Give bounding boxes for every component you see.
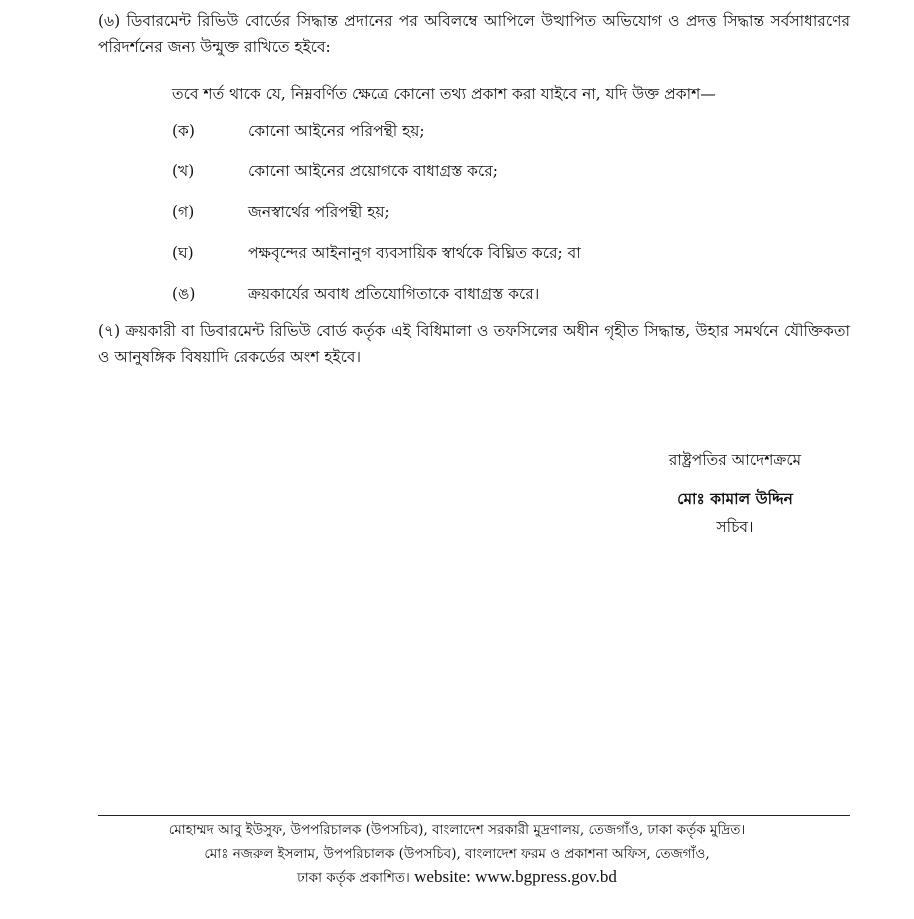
clause-text: জনস্বার্থের পরিপন্থী হয়; [248, 203, 390, 221]
signatory-title: সচিব। [716, 518, 754, 536]
paragraph-6: (৬) ডিবারমেন্ট রিভিউ বোর্ডের সিদ্ধান্ত প্রদানের পর অবিলম্বে আপিলে উত্থাপিত অভিযোগ ও প্রদত্ত সিদ্ধান্ত সর্বসাধারণের পরিদর্শনের জন্য উন্মুক্ত রাখিতে হইবে: [98, 12, 850, 56]
website-label: website: [414, 867, 471, 886]
clause-text: কোনো আইনের প্রয়োগকে বাধাগ্রস্ত করে; [248, 162, 498, 180]
clause-marker: (ক) [172, 122, 195, 140]
footer-divider [98, 815, 850, 816]
clause-item [172, 118, 852, 144]
clause-item [172, 158, 852, 184]
clause-marker: (খ) [172, 162, 195, 180]
footer-publisher-line: মোঃ নজরুল ইসলাম, উপপরিচালক (উপসচিব), বাংলাদেশ ফরম ও প্রকাশনা অফিস, তেজগাঁও, [204, 846, 710, 862]
footer-publication-line [60, 866, 854, 889]
clause-marker: (গ) [172, 203, 195, 221]
order-line: রাষ্ট্রপতির আদেশক্রমে [668, 451, 802, 469]
clause-item [172, 240, 852, 266]
proviso-text: তবে শর্ত থাকে যে, নিম্নবর্ণিত ক্ষেত্রে কোনো তথ্য প্রকাশ করা যাইবে না, যদি উক্ত প্রকাশ— [172, 85, 716, 103]
clause-text: কোনো আইনের পরিপন্থী হয়; [248, 122, 425, 140]
clause-text: ক্রয়কার্যের অবাধ প্রতিযোগিতাকে বাধাগ্রস্ত করে। [248, 285, 540, 303]
clause-item [172, 281, 852, 307]
paragraph-7: (৭) ক্রয়কারী বা ডিবারমেন্ট রিভিউ বোর্ড কর্তৃক এই বিধিমালা ও তফসিলের অধীন গৃহীত সিদ্ধান্ত, উহার সমর্থনে যৌক্তিকতা ও আনুষঙ্গিক বিষয়াদি রেকর্ডের অংশ হইবে। [98, 322, 850, 366]
footer-printer-line: মোহাম্মদ আবু ইউসুফ, উপপরিচালক (উপসচিব), বাংলাদেশ সরকারী মুদ্রণালয়, তেজগাঁও, ঢাকা কর্তৃক মুদ্রিত। [168, 822, 746, 838]
clause-item [172, 199, 852, 225]
clause-marker: (ঘ) [172, 244, 194, 262]
signatory-name: মোঃ কামাল উদ্দিন [677, 489, 793, 508]
clause-marker: (ঙ) [172, 285, 196, 303]
website-link[interactable]: www.bgpress.gov.bd [475, 867, 617, 886]
footer-published-text: ঢাকা কর্তৃক প্রকাশিত। [297, 870, 410, 886]
clause-text: পক্ষবৃন্দের আইনানুগ ব্যবসায়িক স্বার্থকে বিঘ্নিত করে; বা [248, 244, 581, 262]
